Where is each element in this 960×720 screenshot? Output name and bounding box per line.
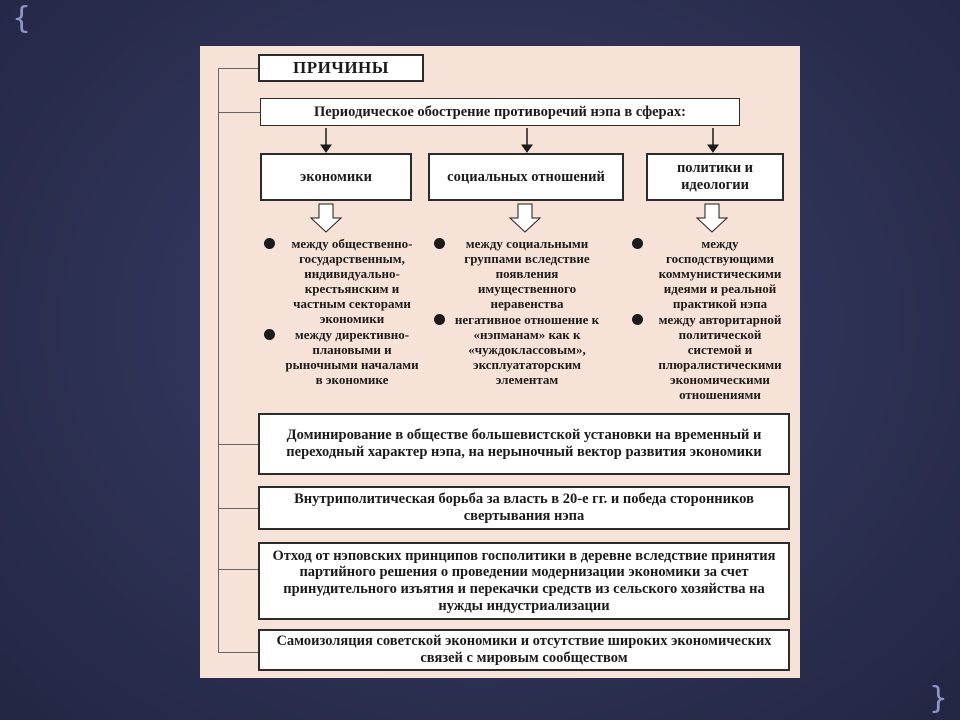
list-item-text: между социальными группами вследствие появления имущественного неравенства <box>464 236 590 311</box>
list-item <box>628 312 788 402</box>
thin-arrow-down-icon <box>321 128 331 152</box>
title-box: ПРИЧИНЫ <box>258 54 424 82</box>
corner-brace-right-icon: } <box>928 681 948 716</box>
bullet-icon <box>434 314 445 325</box>
corner-brace-left-icon: { <box>12 1 32 36</box>
social-column <box>430 236 600 388</box>
list-item-text: между авторитарной политической системой и плюралистическими экономическими отношениями <box>658 312 782 402</box>
list-item-text: между директивно-плановыми и рыночными началами в экономике <box>285 327 419 387</box>
arrows-layer <box>200 46 800 246</box>
cause-box-bolshevik-attitude: Доминирование в обществе большевистской установки на временный и переходный характер нэпа, на нерыночный вектор развития экономики <box>258 413 790 475</box>
bracket-tick-cause-1 <box>218 444 258 445</box>
list-item <box>628 236 788 311</box>
cause-box-village-policy: Отход от нэповских принципов госполитики в деревне вследствие принятия партийного решения о проведении модернизации экономики за счет принудительного изъятия и перекачки средств из сельского хозяйства на нужды индустриализации <box>258 542 790 620</box>
cause-box-power-struggle: Внутриполитическая борьба за власть в 20-е гг. и победа сторонников свертывания нэпа <box>258 486 790 530</box>
bracket-tick-cause-4 <box>218 652 258 653</box>
sphere-politics-box: политики и идеологии <box>646 153 784 201</box>
bullet-icon <box>632 238 643 249</box>
bullet-icon <box>434 238 445 249</box>
sphere-social-box: социальных отношений <box>428 153 624 201</box>
bullet-icon <box>264 238 275 249</box>
politics-column <box>628 236 788 403</box>
thin-arrow-down-icon <box>708 128 718 152</box>
list-item <box>260 327 420 387</box>
cause-box-self-isolation: Самоизоляция советской экономики и отсутствие широких экономических связей с мировым сообществом <box>258 629 790 671</box>
hollow-arrow-down-icon <box>311 204 341 232</box>
bullet-icon <box>264 329 275 340</box>
hollow-arrow-down-icon <box>697 204 727 232</box>
periodic-contradictions-box: Периодическое обострение противоречий нэпа в сферах: <box>260 98 740 126</box>
bullet-icon <box>632 314 643 325</box>
list-item <box>430 312 600 387</box>
diagram-panel <box>200 46 800 678</box>
sphere-economics-box: экономики <box>260 153 412 201</box>
list-item-text: между господствующими коммунистическими идеями и реальной практикой нэпа <box>658 236 782 311</box>
bracket-tick-cause-2 <box>218 508 258 509</box>
hollow-arrow-down-icon <box>510 204 540 232</box>
list-item-text: между общественно-государственным, индивидуально-крестьянским и частным секторами экономики <box>291 236 413 326</box>
economics-column <box>260 236 420 388</box>
thin-arrow-down-icon <box>522 128 532 152</box>
list-item <box>260 236 420 326</box>
bracket-tick-cause-3 <box>218 569 258 570</box>
list-item-text: негативное отношение к «нэпманам» как к «чуждоклассовым», эксплуататорским элементам <box>454 312 600 387</box>
list-item <box>430 236 600 311</box>
